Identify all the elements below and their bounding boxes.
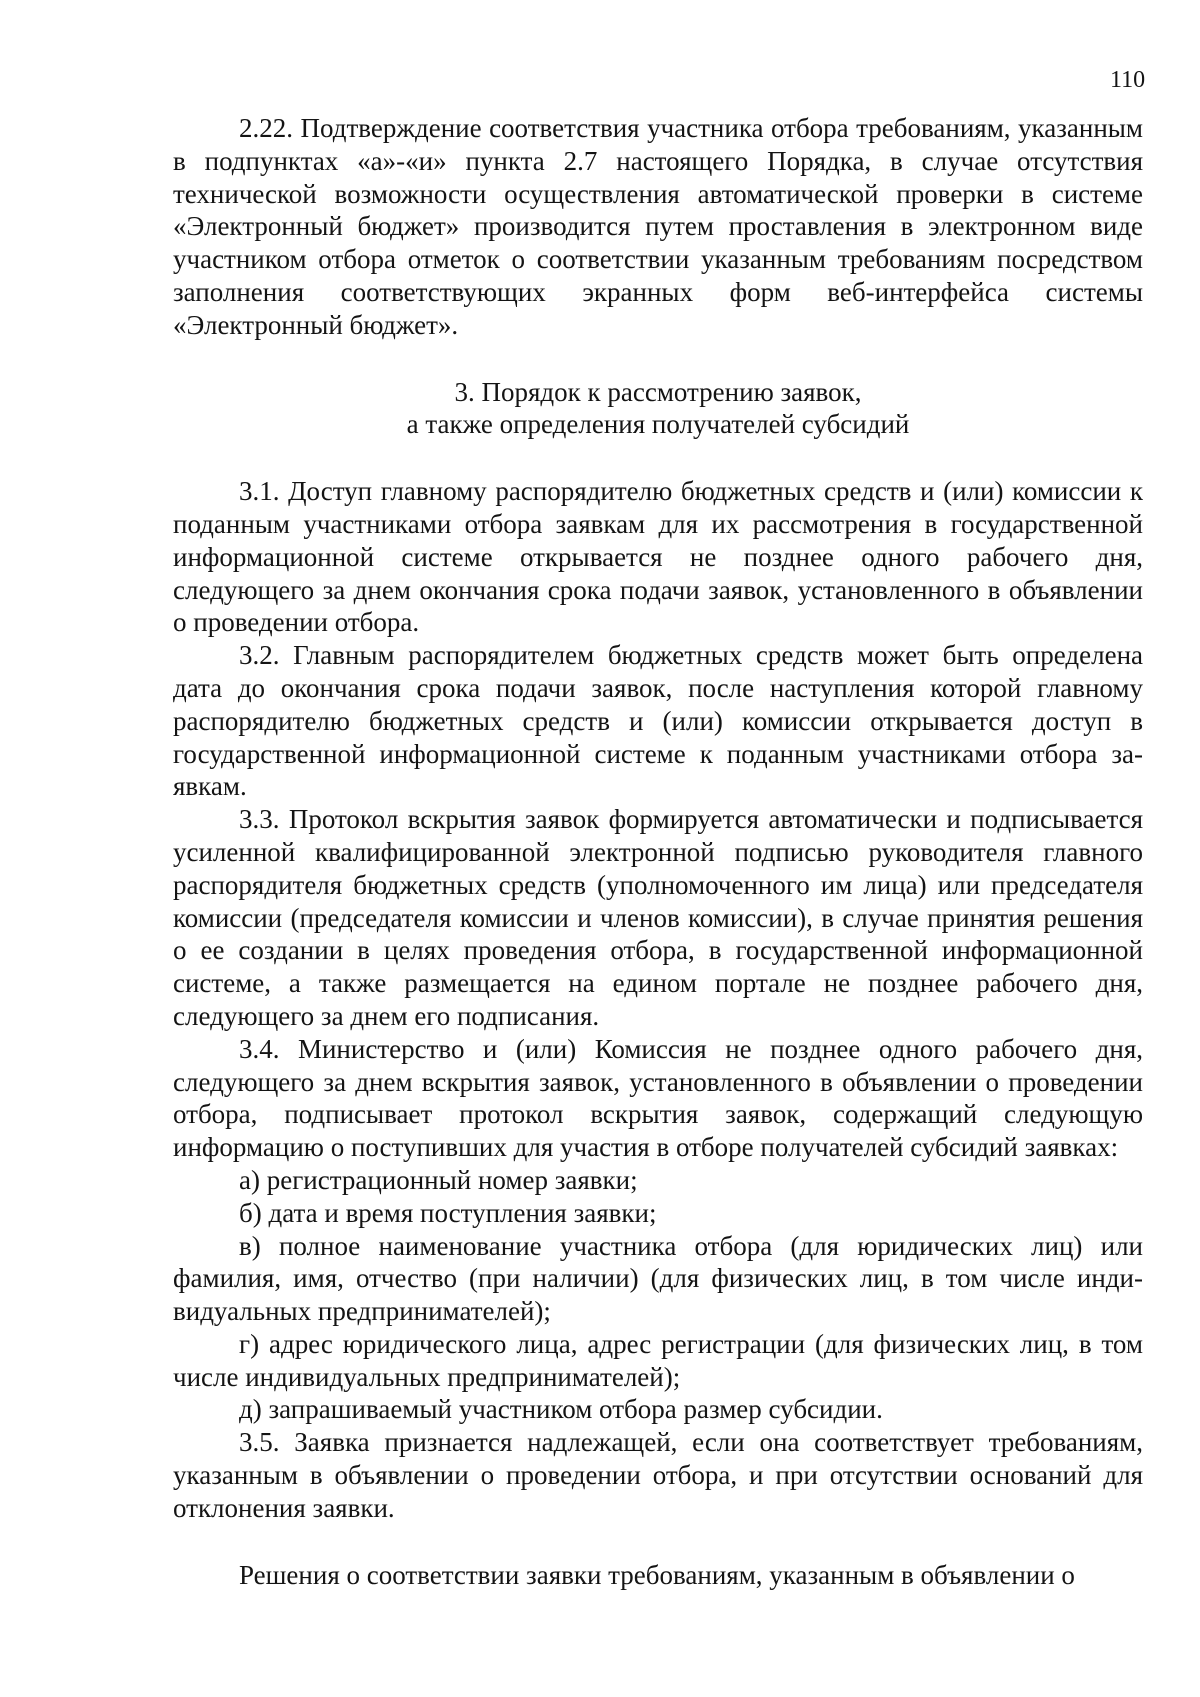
section-3-title-line-1: 3. Порядок к рассмотрению заявок, [454, 376, 862, 407]
page-number: 110 [1110, 67, 1146, 93]
paragraph-3-3: 3.3. Протокол вскрытия заявок формируется автоматически и подписывается усиленной квалифицированной электронной подписью руководителя главного распорядителя бюджетных средств (уполномоченного им лица) или председателя комиссии (председателя комиссии и членов комиссии), в случае принятия решения о ее создании в целях проведения отбора, в государственной информационной системе, а также размещается на едином портале не позднее рабочего дня, следующего за днем его подписания. [173, 804, 1143, 1031]
section-3-title-line-2: а также определения получателей субсидий [406, 409, 910, 440]
paragraph-3-2: 3.2. Главным распорядителем бюджетных средств может быть определена дата до окончания срока подачи заявок, после наступления которой главному распорядителю бюджетных средств и (или) комиссии открывается доступ в государственной информационной системе к поданным участниками отбора заявкам. [173, 640, 1143, 802]
paragraph-3-5: 3.5. Заявка признается надлежащей, если она соответствует требованиям, указанным в объявлении о проведении отбора, и при отсутствии оснований для отклонения заявки. [173, 1427, 1143, 1523]
list-item-d: д) запрашиваемый участником отбора размер субсидии. [239, 1394, 883, 1425]
list-item-b: б) дата и время поступления заявки; [239, 1197, 657, 1228]
list-item-g: г) адрес юридического лица, адрес регистрации (для физических лиц, в том числе индивидуальных предпринимателей); [173, 1328, 1143, 1392]
document-body [173, 112, 1143, 1591]
paragraph-3-4: 3.4. Министерство и (или) Комиссия не позднее одного рабочего дня, следующего за днем вскрытия заявок, установленного в объявлении о проведении отбора, подписывает протокол вскрытия заявок, содержащий следующую информацию о поступивших для участия в отборе получателей субсидий заявках: [173, 1033, 1143, 1163]
list-item-v: в) полное наименование участника отбора (для юридических лиц) или фамилия, имя, отчество (при наличии) (для физических лиц, в том числе индивидуальных предпринимателей); [173, 1230, 1143, 1327]
paragraph-decisions: Решения о соответствии заявки требованиям, указанным в объявлении о [239, 1559, 1075, 1590]
paragraph-3-1: 3.1. Доступ главному распорядителю бюджетных средств и (или) комиссии к поданным участниками отбора заявкам для их рассмотрения в государственной информационной системе открывается не позднее одного рабочего дня, следующего за днем окончания срока подачи заявок, установленного в объявлении о проведении отбора. [173, 476, 1143, 638]
paragraph-2-22: 2.22. Подтверждение соответствия участника отбора требованиям, указанным в подпунктах «а»-«и» пункта 2.7 настоящего Порядка, в случае отсутствия технической возможности осуществления автоматической проверки в системе «Электронный бюджет» производится путем проставления в электронном виде участником отбора отметок о соответствии указанным требованиям посредством заполнения соответствующих экранных форм веб-интерфейса системы «Электронный бюджет». [173, 113, 1143, 340]
section-3-heading [173, 376, 1143, 442]
list-item-a: а) регистрационный номер заявки; [239, 1164, 638, 1195]
